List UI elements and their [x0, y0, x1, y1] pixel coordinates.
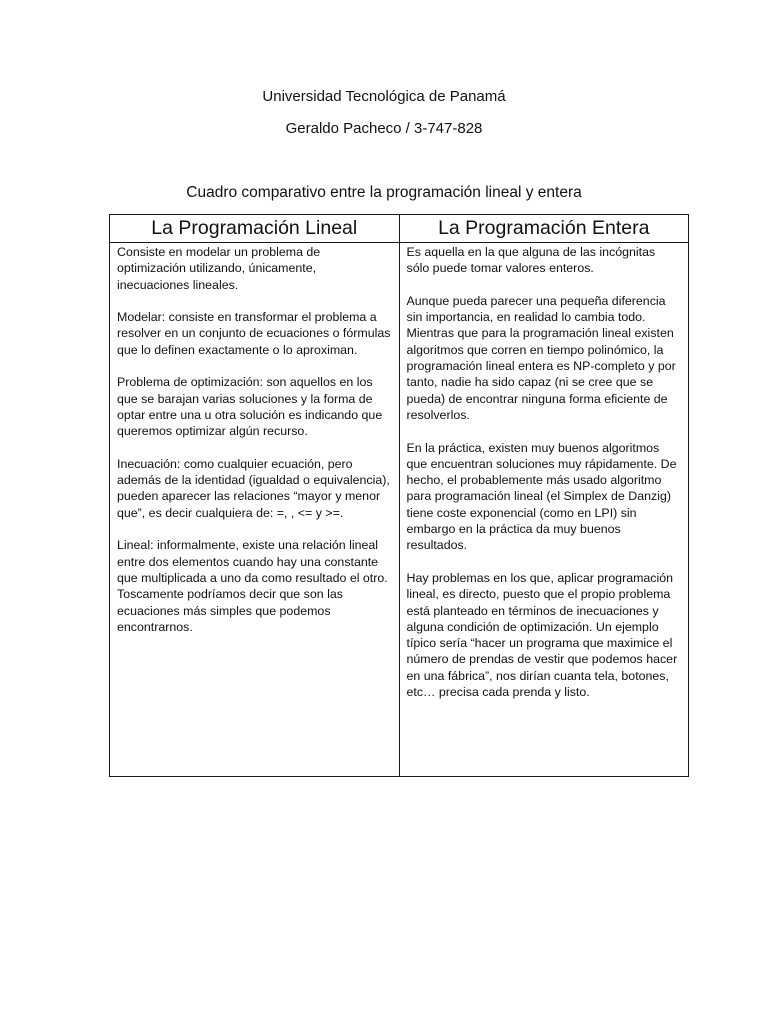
- entera-paragraph: Hay problemas en los que, aplicar programación lineal, es directo, puesto que el propio problema está planteado en términos de inecuaciones y alguna condición de optimización. Un ejemplo típico sería “hacer un programa que maximice el número de prendas de vestir que podemos hacer en una fábrica”, nos dirían cuanta tela, botones, etc… precisa cada prenda y listo.: [406, 570, 678, 700]
- lineal-paragraph: Modelar: consiste en transformar el problema a resolver en un conjunto de ecuaciones o fórmulas que lo definen exactamente o lo aproximan.: [117, 310, 391, 357]
- lineal-paragraph: Consiste en modelar un problema de optimización utilizando, únicamente, inecuaciones lineales.: [117, 245, 321, 292]
- entera-paragraph: En la práctica, existen muy buenos algoritmos que encuentran soluciones muy rápidamente. De hecho, el probablemente más usado algoritmo para programación lineal (el Simplex de Danzig) tiene coste exponencial (como en LPI) sin embargo en la práctica da muy buenos resultados.: [406, 440, 677, 553]
- entera-cell: [399, 243, 689, 777]
- entera-paragraph: Aunque pueda parecer una pequeña diferencia sin importancia, en realidad lo cambia todo. Mientras que para la programación lineal existen algoritmos que corren en tiempo polinómico, la programación lineal entera es NP-completo y por tanto, nadie ha sido capaz (ni se cree que se pueda) de encontrar ninguna forma eficiente de resolverlos.: [406, 293, 676, 422]
- table-body-row: [110, 243, 689, 777]
- table-header-row: [110, 215, 689, 243]
- university-name: Universidad Tecnológica de Panamá: [262, 88, 506, 105]
- lineal-cell: [110, 243, 400, 777]
- entera-paragraph: Es aquella en la que alguna de las incógnitas sólo puede tomar valores enteros.: [406, 245, 656, 276]
- column-header-entera: La Programación Entera: [399, 215, 689, 243]
- comparison-table: [109, 214, 689, 777]
- column-header-lineal: La Programación Lineal: [110, 215, 400, 243]
- lineal-paragraph: Problema de optimización: son aquellos en los que se barajan varias soluciones y la forma de optar entre una u otra solución es indicando que queremos optimizar algún recurso.: [117, 375, 383, 439]
- author-line: Geraldo Pacheco / 3-747-828: [285, 120, 483, 137]
- table-caption: Cuadro comparativo entre la programación lineal y entera: [186, 184, 582, 201]
- lineal-paragraph: Lineal: informalmente, existe una relación lineal entre dos elementos cuando hay una constante que multiplicada a uno da como resultado el otro. Toscamente podríamos decir que son las ecuaciones más simples que podemos encontrarnos.: [117, 538, 388, 634]
- lineal-paragraph: Inecuación: como cualquier ecuación, pero además de la identidad (igualdad o equivalencia), pueden aparecer las relaciones “mayor y menor que”, es decir cualquiera de: =, , <= y >=.: [117, 456, 390, 520]
